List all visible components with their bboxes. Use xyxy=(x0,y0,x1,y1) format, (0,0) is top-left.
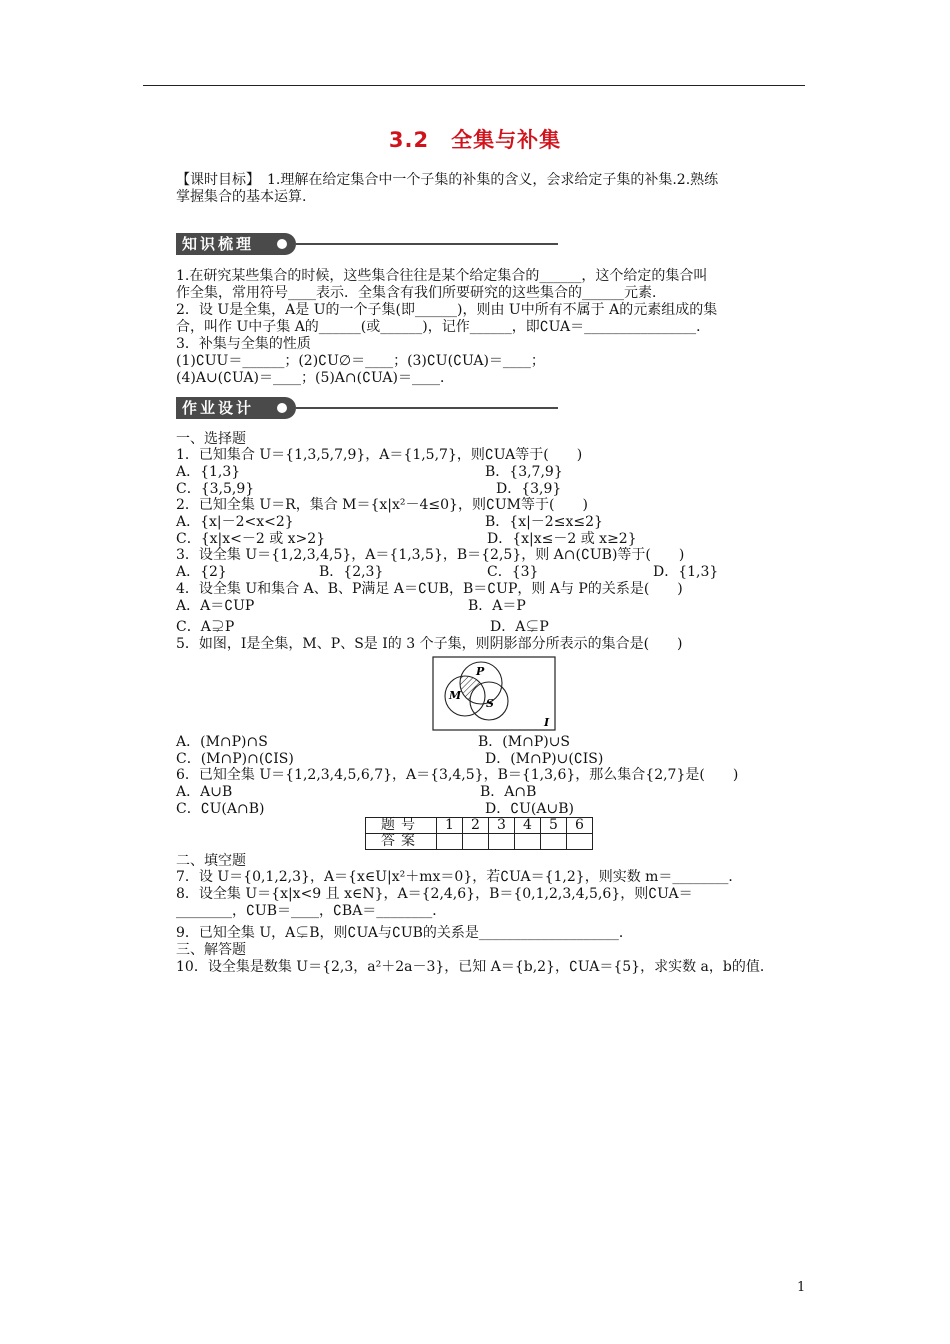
question-8: 8．设全集 U＝{x|x<9 且 x∈N}，A＝{2,4,6}，B＝{0,1,2,3,4,5,6}，则∁UA＝ xyxy=(176,886,693,902)
option: D．(M∩P)∪(∁IS) xyxy=(485,751,604,767)
table-cell: 5 xyxy=(541,818,567,834)
knowledge-line: 1.在研究某些集合的时候，这些集合往往是某个给定集合的______，这个给定的集合叫 xyxy=(176,268,708,284)
knowledge-line: 2．设 U是全集，A是 U的一个子集(即______)，则由 U中所有不属于 A的元素组成的集 xyxy=(176,302,718,318)
table-cell: 6 xyxy=(567,818,593,834)
question-9: 9．已知全集 U，A⊊B，则∁UA与∁UB的关系是____________________． xyxy=(176,925,633,941)
knowledge-line: (1)∁UU＝______；(2)∁U∅＝____；(3)∁U(∁UA)＝____； xyxy=(176,353,545,369)
question-4: 4．设全集 U和集合 A、B、P满足 A＝∁UB，B＝∁UP，则 A与 P的关系是( ) xyxy=(176,581,683,597)
header-rule xyxy=(143,85,805,86)
table-cell: 2 xyxy=(463,818,489,834)
venn-label-i: I xyxy=(544,716,550,729)
option: C．{3} xyxy=(487,564,539,580)
option: C．A⊋P xyxy=(176,619,235,635)
goals-line-2: 掌握集合的基本运算. xyxy=(176,189,307,205)
venn-diagram xyxy=(432,656,556,732)
part-heading: 一、选择题 xyxy=(176,431,246,447)
section-knowledge-label: 知识梳理 xyxy=(176,233,296,255)
option: D．A⊊P xyxy=(490,619,549,635)
option: A．{2} xyxy=(176,564,227,580)
question-6: 6．已知全集 U＝{1,2,3,4,5,6,7}，A＝{3,4,5}，B＝{1,3,6}，那么集合{2,7}是( ) xyxy=(176,767,739,783)
page-number: 1 xyxy=(797,1280,806,1295)
question-10: 10．设全集是数集 U＝{2,3，a²＋2a－3}，已知 A＝{b,2}，∁UA＝{5}，求实数 a，b的值． xyxy=(176,959,774,975)
part-heading: 三、解答题 xyxy=(176,942,246,958)
venn-label-m: M xyxy=(449,689,462,702)
option: B．{2,3} xyxy=(319,564,384,580)
option: C．(M∩P)∩(∁IS) xyxy=(176,751,294,767)
question-3: 3．设全集 U＝{1,2,3,4,5}，A＝{1,3,5}，B＝{2,5}，则 A∩(∁UB)等于( ) xyxy=(176,547,685,563)
venn-label-s: S xyxy=(486,697,494,710)
section-rule xyxy=(296,243,558,245)
table-header-cell: 答案 xyxy=(366,834,437,850)
section-homework-label: 作业设计 xyxy=(176,397,296,419)
option: D．∁U(A∪B) xyxy=(485,801,574,817)
venn-label-p: P xyxy=(476,665,485,678)
section-rule xyxy=(296,407,558,409)
answer-table xyxy=(365,817,593,850)
question-1: 1．已知集合 U＝{1,3,5,7,9}，A＝{1,5,7}，则∁UA等于( ) xyxy=(176,447,583,463)
option: C．{x|x<－2 或 x>2} xyxy=(176,531,326,547)
answer-cell xyxy=(489,834,515,850)
table-row xyxy=(366,818,593,834)
option: A．(M∩P)∩S xyxy=(176,734,268,750)
option: A．A＝∁UP xyxy=(176,598,255,614)
knowledge-line: 合，叫作 U中子集 A的______(或______)，记作______，即∁UA＝________________． xyxy=(176,319,711,335)
part-heading: 二、填空题 xyxy=(176,853,246,869)
answer-cell xyxy=(463,834,489,850)
knowledge-line: (4)A∪(∁UA)＝____；(5)A∩(∁UA)＝____． xyxy=(176,370,454,386)
table-header-cell: 题号 xyxy=(366,818,437,834)
table-cell: 3 xyxy=(489,818,515,834)
answer-cell xyxy=(567,834,593,850)
knowledge-line: 3．补集与全集的性质 xyxy=(176,336,311,352)
question-8-cont: ________，∁UB＝____，∁BA＝________． xyxy=(176,903,447,919)
option: D．{x|x≤－2 或 x≥2} xyxy=(487,531,637,547)
goals-line-1: 【课时目标】 1.理解在给定集合中一个子集的补集的含义，会求给定子集的补集.2.熟练 xyxy=(176,172,719,188)
option: A．A∪B xyxy=(176,784,233,800)
bullet-dot-icon xyxy=(277,239,287,249)
option: C．∁U(A∩B) xyxy=(176,801,265,817)
answer-cell xyxy=(515,834,541,850)
option: C．{3,5,9} xyxy=(176,481,255,497)
question-2: 2．已知全集 U＝R，集合 M＝{x|x²－4≤0}，则∁UM等于( ) xyxy=(176,497,588,513)
page-title: 3.2 全集与补集 xyxy=(388,128,562,152)
option: B．{x|－2≤x≤2} xyxy=(485,514,603,530)
table-cell: 1 xyxy=(437,818,463,834)
option: D．{1,3} xyxy=(653,564,719,580)
table-cell: 4 xyxy=(515,818,541,834)
option: D．{3,9} xyxy=(496,481,562,497)
question-5: 5．如图，I是全集，M、P、S是 I的 3 个子集，则阴影部分所表示的集合是( ) xyxy=(176,636,683,652)
bullet-dot-icon xyxy=(277,403,287,413)
table-row xyxy=(366,834,593,850)
answer-cell xyxy=(437,834,463,850)
option: A．{x|－2<x<2} xyxy=(176,514,294,530)
option: B．(M∩P)∪S xyxy=(478,734,571,750)
option: B．A∩B xyxy=(480,784,537,800)
question-7: 7．设 U＝{0,1,2,3}，A＝{x∈U|x²＋mx＝0}，若∁UA＝{1,2}，则实数 m＝________． xyxy=(176,869,743,885)
option: B．{3,7,9} xyxy=(485,464,563,480)
option: B．A＝P xyxy=(468,598,526,614)
knowledge-line: 作全集，常用符号____表示．全集含有我们所要研究的这些集合的______元素． xyxy=(176,285,666,301)
answer-cell xyxy=(541,834,567,850)
option: A．{1,3} xyxy=(176,464,241,480)
